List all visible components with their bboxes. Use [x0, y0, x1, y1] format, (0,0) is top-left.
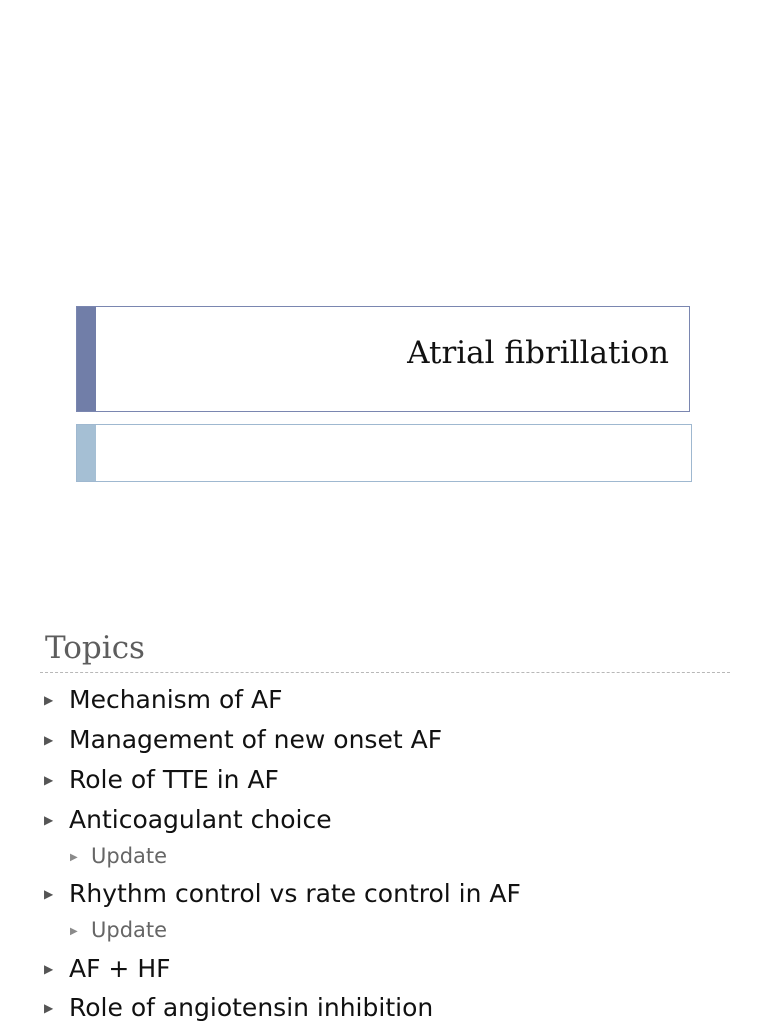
list-item — [44, 725, 442, 754]
triangle-right-icon: ▶ — [70, 926, 78, 937]
list-item-text: Anticoagulant choice — [69, 805, 332, 834]
triangle-right-icon: ▶ — [44, 773, 54, 787]
list-item-text: AF + HF — [69, 954, 171, 983]
triangle-right-icon: ▶ — [44, 887, 54, 901]
list-item — [44, 765, 279, 794]
triangle-right-icon: ▶ — [44, 693, 54, 707]
list-item-text: Management of new onset AF — [69, 725, 443, 754]
list-item-text: Update — [91, 918, 168, 942]
list-item — [44, 954, 171, 983]
list-item — [44, 879, 521, 908]
triangle-right-icon: ▶ — [44, 1001, 54, 1015]
triangle-right-icon: ▶ — [70, 852, 78, 863]
slide-title: Atrial fibrillation — [407, 335, 669, 371]
list-item — [44, 685, 283, 714]
triangle-right-icon: ▶ — [44, 733, 54, 747]
list-subitem — [70, 918, 167, 942]
list-item-text: Update — [91, 844, 168, 868]
triangle-right-icon: ▶ — [44, 962, 54, 976]
list-subitem — [70, 844, 167, 868]
list-item-text: Role of TTE in AF — [69, 765, 279, 794]
list-item — [44, 805, 332, 834]
list-item-text: Mechanism of AF — [69, 685, 283, 714]
list-item — [44, 993, 433, 1022]
list-item-text: Rhythm control vs rate control in AF — [69, 879, 521, 908]
list-item-text: Role of angiotensin inhibition — [69, 993, 434, 1022]
topics-heading: Topics — [45, 630, 145, 666]
triangle-right-icon: ▶ — [44, 813, 54, 827]
